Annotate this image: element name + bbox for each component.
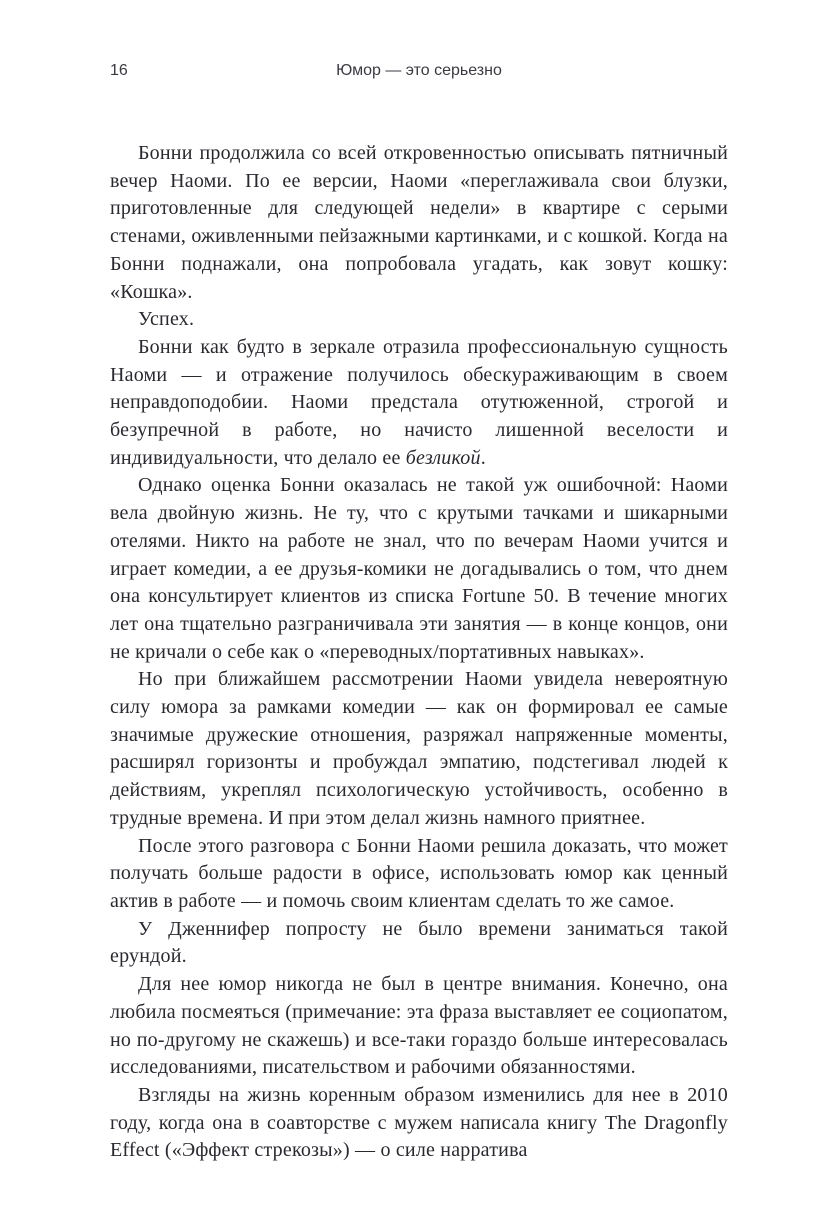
- text-run: У Дженнифер попросту не было времени заниматься такой ерундой.: [110, 917, 728, 968]
- text-run: Однако оценка Бонни оказалась не такой уж ошибочной: Наоми вела двойную жизнь. Не ту, что с крутыми тачками и шикарными отелями. Никто на работе не знал, что по вечерам Наоми учится и играет комедии, а ее друзья-комики не догадывались о том, что днем она консультирует клиентов из списка Fortune 50. В течение многих лет она тщательно разграничивала эти занятия — в конце концов, они не кричали о себе как о «переводных/портативных навыках».: [110, 474, 728, 663]
- paragraph: [110, 334, 728, 473]
- paragraph: [110, 472, 728, 666]
- running-title: Юмор — это серьезно: [336, 62, 502, 79]
- text-run: Но при ближайшем рассмотрении Наоми увидела невероятную силу юмора за рамками комедии — как он формировал ее самые значимые дружеские отношения, разряжал напряженные моменты, расширял горизонты и пробуждал эмпатию, подстегивал людей к действиям, укреплял психологическую устойчивость, особенно в трудные времена. И при этом делал жизнь намного приятнее.: [110, 668, 728, 829]
- page-body: [110, 140, 728, 1165]
- paragraph: [110, 971, 728, 1082]
- text-run: После этого разговора с Бонни Наоми решила доказать, что может получать больше радости в офисе, использовать юмор как ценный актив в работе — и помочь своим клиентам сделать то же самое.: [110, 834, 728, 912]
- text-run: Для нее юмор никогда не был в центре внимания. Конечно, она любила посмеяться (примечание: эта фраза выставляет ее социопатом, но по-другому не скажешь) и все-таки гораздо больше интересовалась исследованиями, писательством и рабочими обязанностями.: [110, 973, 728, 1079]
- paragraph: [110, 666, 728, 832]
- paragraph: [110, 1082, 728, 1165]
- text-run: Бонни продолжила со всей откровенностью описывать пятничный вечер Наоми. По ее версии, Наоми «переглаживала свои блузки, приготовленные для следующей недели» в квартире с серыми стенами, оживленными пейзажными картинками, и с кошкой. Когда на Бонни поднажали, она попробовала угадать, как зовут кошку: «Кошка».: [110, 142, 728, 303]
- paragraph: [110, 306, 728, 334]
- paragraph: [110, 140, 728, 306]
- text-run: Успех.: [138, 308, 195, 331]
- text-run: .: [480, 446, 486, 469]
- paragraph: [110, 833, 728, 916]
- italic-text-run: безликой: [405, 446, 481, 469]
- text-run: Бонни как будто в зеркале отразила профессиональную сущность Наоми — и отражение получилось обескураживающим в своем неправдоподобии. Наоми предстала отутюженной, строгой и безупречной в работе, но начисто лишенной веселости и индивидуальности, что делало ее: [110, 335, 728, 469]
- page-number: 16: [110, 62, 128, 79]
- paragraph: [110, 916, 728, 971]
- page-header: [110, 62, 728, 84]
- text-run: Взгляды на жизнь коренным образом изменились для нее в 2010 году, когда она в соавторстве с мужем написала книгу The Dragonfly Effect («Эффект стрекозы») — о силе нарратива: [110, 1083, 728, 1162]
